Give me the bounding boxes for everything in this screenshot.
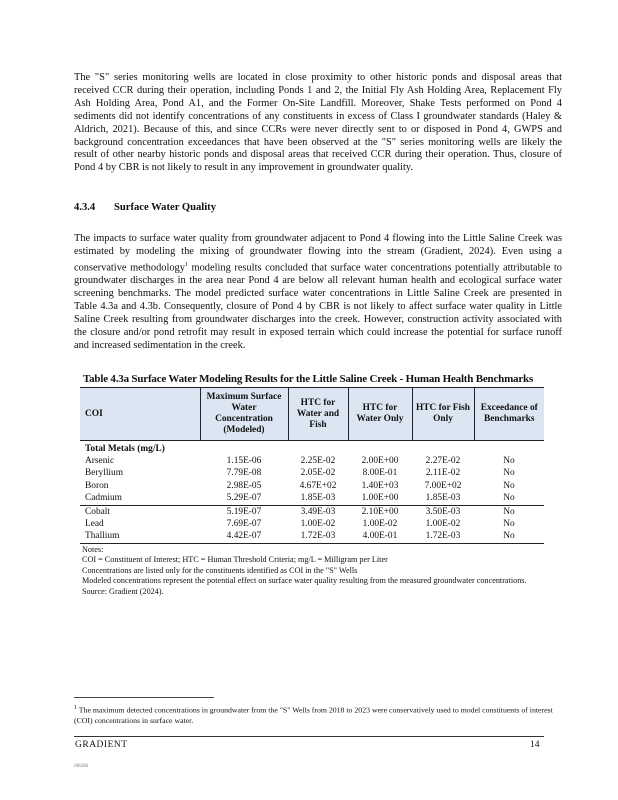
group-row xyxy=(80,441,544,456)
footnote xyxy=(74,703,562,726)
header-htc-fish-only: HTC for Fish Only xyxy=(412,388,474,441)
notes-line: Modeled concentrations represent the potential effect on surface water quality resulting from the measured groundwater concentrations. xyxy=(82,576,527,586)
row-exceedance: No xyxy=(503,480,515,491)
row-max-concentration: 5.19E-07 xyxy=(200,505,288,518)
header-coi: COI xyxy=(80,388,200,441)
row-htc-fish-only: 1.72E-03 xyxy=(412,531,474,544)
row-max-concentration: 7.69E-07 xyxy=(226,519,262,530)
row-htc-water-only: 2.10E+00 xyxy=(348,505,412,518)
header-max-concentration: Maximum Surface Water Concentration (Modeled) xyxy=(200,388,288,441)
row-exceedance: No xyxy=(503,456,515,467)
row-coi-name: Thallium xyxy=(80,531,200,544)
row-max-concentration: 7.79E-08 xyxy=(226,468,262,479)
table-row xyxy=(80,468,544,480)
notes-source: Source: Gradient (2024). xyxy=(82,586,164,596)
row-htc-fish-only: 1.85E-03 xyxy=(425,493,461,504)
results-table xyxy=(80,387,544,544)
row-htc-water-only: 1.00E+00 xyxy=(361,493,399,504)
row-htc-water-fish: 1.85E-03 xyxy=(300,493,336,504)
row-htc-fish-only: 7.00E+02 xyxy=(424,480,462,491)
row-exceedance: No xyxy=(503,519,515,530)
row-htc-water-fish: 1.00E-02 xyxy=(300,519,336,530)
row-coi-name: Cobalt xyxy=(80,505,200,518)
row-htc-water-only: 1.40E+03 xyxy=(361,480,399,491)
row-htc-fish-only: 3.50E-03 xyxy=(412,505,474,518)
row-coi-name: Arsenic xyxy=(85,456,115,467)
row-coi-name: Beryllium xyxy=(85,468,124,479)
paragraph-surface-water xyxy=(74,233,562,353)
row-htc-water-only: 2.00E+00 xyxy=(361,456,399,467)
page-number: 14 xyxy=(530,740,540,750)
notes-line: Concentrations are listed only for the constituents identified as COI in the "S" Wells xyxy=(82,565,358,575)
row-coi-name: Lead xyxy=(85,519,104,530)
row-htc-fish-only: 2.11E-02 xyxy=(425,468,461,479)
row-htc-water-only: 8.00E-01 xyxy=(362,468,398,479)
row-htc-water-fish: 2.25E-02 xyxy=(300,456,336,467)
footer-divider xyxy=(74,736,544,737)
table-row xyxy=(80,455,544,467)
notes-line: COI = Constituent of Interest; HTC = Human Threshold Criteria; mg/L = Milligram per Liter xyxy=(82,555,388,565)
paragraph-surface-water-part2: modeling results concluded that surface water concentrations potentially attributable to groundwater discharges in the area near Pond 4 are below all relevant human health and ecological surface water screening benchmarks. The model predicted surface water concentrations in Little Saline Creek are presented in Table 4.3a and 4.3b. Consequently, closure of Pond 4 by CBR is not likely to affect surface water quality in Little Saline Creek resulting from groundwater discharges into the creek. However, construction activity associated with the closure and/or pond retrofit may result in exposed terrain which could increase the potential for surface runoff and increased sedimentation in the creek. xyxy=(74,262,562,351)
footnote-text: The maximum detected concentrations in groundwater from the "S" Wells from 2018 to 2023 were conservatively used to model constituents of interest (COI) concentrations in surface water. xyxy=(74,705,553,725)
footer-brand-logo: GRADIENT xyxy=(75,740,128,750)
table-header-row xyxy=(80,388,544,441)
row-exceedance: No xyxy=(474,531,544,544)
paragraph-surface-water-part1: The impacts to surface water quality from groundwater adjacent to Pond 4 flowing into the Little Saline Creek was estimated by modeling the mixing of groundwater flowing into the stream (Gradient, 2024). Even using a conservative methodology xyxy=(74,233,562,274)
row-exceedance: No xyxy=(503,468,515,479)
header-htc-water-fish: HTC for Water and Fish xyxy=(288,388,348,441)
table-row xyxy=(80,531,544,544)
row-max-concentration: 1.15E-06 xyxy=(226,456,262,467)
row-htc-water-only: 4.00E-01 xyxy=(348,531,412,544)
footnote-reference: 1 xyxy=(184,261,188,268)
row-htc-water-fish: 4.67E+02 xyxy=(299,480,337,491)
header-exceedance: Exceedance of Benchmarks xyxy=(474,388,544,441)
table-row xyxy=(80,518,544,530)
row-exceedance: No xyxy=(474,505,544,518)
row-coi-name: Cadmium xyxy=(85,493,122,504)
row-exceedance: No xyxy=(503,493,515,504)
row-htc-water-fish: 1.72E-03 xyxy=(288,531,348,544)
footnote-divider xyxy=(74,697,214,698)
section-heading xyxy=(74,202,216,213)
section-number: 4.3.4 xyxy=(74,202,96,213)
section-title: Surface Water Quality xyxy=(114,202,217,213)
table-row xyxy=(80,480,544,492)
row-htc-water-fish: 2.05E-02 xyxy=(300,468,336,479)
notes-heading: Notes: xyxy=(82,545,104,554)
row-htc-fish-only: 2.27E-02 xyxy=(425,456,461,467)
table-row xyxy=(80,505,544,518)
group-label: Total Metals (mg/L) xyxy=(85,443,165,454)
header-htc-water-only: HTC for Water Only xyxy=(348,388,412,441)
row-coi-name: Boron xyxy=(85,480,109,491)
row-max-concentration: 5.29E-07 xyxy=(226,493,262,504)
paragraph-s-series-wells: The "S" series monitoring wells are located in close proximity to other historic ponds and disposal areas that received CCR during their operation, including Ponds 1 and 2, the Initial Fly Ash Holding Area, Replacement Fly Ash Holding Area, Pond A1, and the Former On-Site Landfill. Moreover, Shake Tests performed on Pond 4 sediments did not identify concentrations of any constituents in excess of Class I groundwater standards (Haley & Aldrich, 2021). Because of this, and since CCRs were never directly sent to or disposed in Pond 4, GWPS and background concentration exceedances that have been observed at the "S" series monitoring wells are likely the result of other nearby historic ponds and disposal areas that received CCR during their operation. Thus, closure of Pond 4 by CBR is not likely to result in any improvement in groundwater quality. xyxy=(74,72,562,174)
table-row xyxy=(80,493,544,506)
document-code: r0828b xyxy=(74,764,89,769)
row-max-concentration: 2.98E-05 xyxy=(226,480,262,491)
row-max-concentration: 4.42E-07 xyxy=(200,531,288,544)
row-htc-water-fish: 3.49E-03 xyxy=(288,505,348,518)
row-htc-fish-only: 1.00E-02 xyxy=(425,519,461,530)
table-notes xyxy=(82,545,552,597)
table-title: Table 4.3a Surface Water Modeling Results for the Little Saline Creek - Human Health Benchmarks xyxy=(83,373,534,385)
footnote-marker: 1 xyxy=(74,705,77,711)
row-htc-water-only: 1.00E-02 xyxy=(362,519,398,530)
